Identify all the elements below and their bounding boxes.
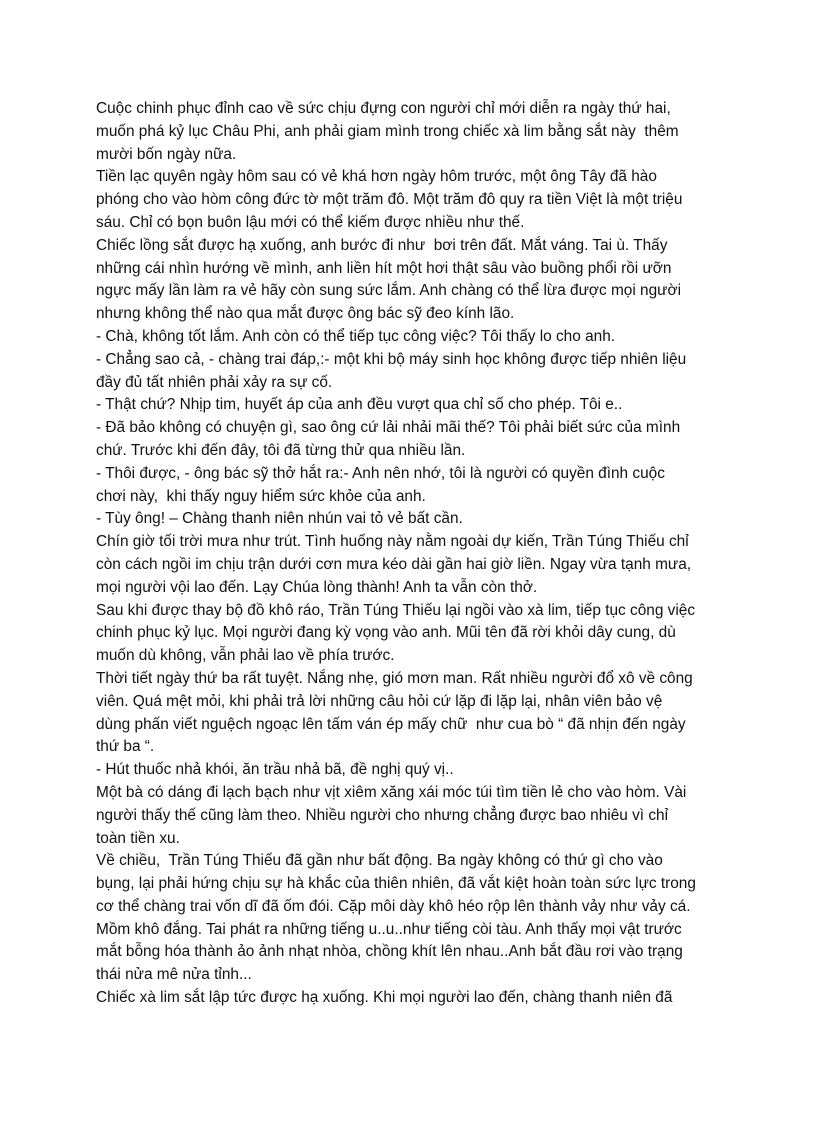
text-line: - Đã bảo không có chuyện gì, sao ông cứ lải nhải mãi thế? Tôi phải biết sức của mình bbox=[96, 419, 681, 437]
text-line: còn cách ngồi im chịu trận dưới cơn mưa kéo dài gần hai giờ liền. Ngay vừa tạnh mưa, bbox=[96, 555, 692, 573]
text-line: mọi người vội lao đến. Lạy Chúa lòng thành! Anh ta vẫn còn thở. bbox=[96, 578, 538, 596]
text-line: - Tùy ông! – Chàng thanh niên nhún vai tỏ vẻ bất cần. bbox=[96, 510, 463, 528]
text-line: nhưng không thể nào qua mắt được ông bác sỹ đeo kính lão. bbox=[96, 305, 515, 323]
text-line: Một bà có dáng đi lạch bạch như vịt xiêm xăng xái móc túi tìm tiền lẻ cho vào hòm. Vài bbox=[96, 783, 687, 801]
text-line: - Thật chứ? Nhịp tim, huyết áp của anh đều vượt qua chỉ số cho phép. Tôi e.. bbox=[96, 396, 623, 414]
text-line: - Chà, không tốt lắm. Anh còn có thể tiếp tục công việc? Tôi thấy lo cho anh. bbox=[96, 327, 616, 345]
text-line: bụng, lại phải hứng chịu sự hà khắc của thiên nhiên, đã vắt kiệt hoàn toàn sức lực trong bbox=[96, 875, 696, 893]
text-line: chứ. Trước khi đến đây, tôi đã từng thử qua nhiều lần. bbox=[96, 441, 466, 459]
text-line: mười bốn ngày nữa. bbox=[96, 145, 237, 163]
text-line: cơ thể chàng trai vốn dĩ đã ốm đói. Cặp môi dày khô héo rộp lên thành vảy như vảy cá. bbox=[96, 897, 691, 915]
text-line: Mồm khô đắng. Tai phát ra những tiếng u..u..như tiếng còi tàu. Anh thấy mọi vật trước bbox=[96, 920, 682, 938]
text-line: Sau khi được thay bộ đồ khô ráo, Trần Túng Thiếu lại ngồi vào xà lim, tiếp tục công việc bbox=[96, 601, 696, 619]
text-line: Chín giờ tối trời mưa như trút. Tình huống này nằm ngoài dự kiến, Trần Túng Thiếu chỉ bbox=[96, 533, 689, 551]
text-line: - Thôi được, - ông bác sỹ thở hắt ra:- Anh nên nhớ, tôi là người có quyền đình cuộc bbox=[96, 464, 665, 482]
text-line: Chiếc xà lim sắt lập tức được hạ xuống. Khi mọi người lao đến, chàng thanh niên đã bbox=[96, 989, 673, 1007]
text-line: ngực mấy lần làm ra vẻ hãy còn sung sức lắm. Anh chàng có thể lừa được mọi người bbox=[96, 282, 681, 300]
text-line: dùng phấn viết nguệch ngoạc lên tấm ván ép mấy chữ như cua bò “ đã nhịn đến ngày bbox=[96, 715, 686, 733]
text-line: Về chiều, Trần Túng Thiếu đã gần như bất động. Ba ngày không có thứ gì cho vào bbox=[96, 852, 663, 870]
text-line: viên. Quá mệt mỏi, khi phải trả lời những câu hỏi cứ lặp đi lặp lại, nhân viên bảo vệ bbox=[96, 692, 663, 710]
text-line: thái nửa mê nửa tỉnh... bbox=[96, 966, 252, 984]
text-line: Cuộc chinh phục đỉnh cao về sức chịu đựng con người chỉ mới diễn ra ngày thứ hai, bbox=[96, 100, 671, 117]
text-line: mắt bỗng hóa thành ảo ảnh nhạt nhòa, chồng khít lên nhau..Anh bắt đầu rơi vào trạng bbox=[96, 943, 683, 961]
text-line: Thời tiết ngày thứ ba rất tuyệt. Nắng nhẹ, gió mơn man. Rất nhiều người đổ xô về công bbox=[96, 669, 693, 687]
text-line: Chiếc lồng sắt được hạ xuống, anh bước đi như bơi trên đất. Mắt váng. Tai ù. Thấy bbox=[96, 236, 668, 254]
text-line: - Chẳng sao cả, - chàng trai đáp,:- một khi bộ máy sinh học không được tiếp nhiên liệu bbox=[96, 350, 687, 368]
text-line: chinh phục kỷ lục. Mọi người đang kỳ vọng vào anh. Mũi tên đã rời khỏi dây cung, dù bbox=[96, 624, 676, 642]
text-line: toàn tiền xu. bbox=[96, 829, 180, 847]
text-line: chơi này, khi thấy nguy hiểm sức khỏe của anh. bbox=[96, 487, 426, 505]
text-line: muốn dù không, vẫn phải lao về phía trước. bbox=[96, 647, 395, 665]
text-line: phóng cho vào hòm công đức tờ một trăm đô. Một trăm đô quy ra tiền Việt là một triệu bbox=[96, 191, 683, 209]
document-body bbox=[96, 98, 728, 1010]
text-line: muốn phá kỷ lục Châu Phi, anh phải giam mình trong chiếc xà lim bằng sắt này thêm bbox=[96, 122, 679, 140]
text-line: - Hút thuốc nhả khói, ăn trầu nhả bã, đề nghị quý vị.. bbox=[96, 761, 454, 779]
text-line: những cái nhìn hướng về mình, anh liền hít một hơi thật sâu vào buồng phổi rồi ưỡn bbox=[96, 259, 672, 277]
text-line: thứ ba “. bbox=[96, 738, 155, 756]
text-line: đầy đủ tất nhiên phải xảy ra sự cố. bbox=[96, 373, 333, 391]
text-line: người thấy thế cũng làm theo. Nhiều người cho nhưng chẳng được bao nhiêu vì chỉ bbox=[96, 806, 669, 824]
text-line: Tiền lạc quyên ngày hôm sau có vẻ khá hơn ngày hôm trước, một ông Tây đã hào bbox=[96, 168, 657, 186]
text-line: sáu. Chỉ có bọn buôn lậu mới có thể kiếm được nhiều như thế. bbox=[96, 213, 525, 231]
